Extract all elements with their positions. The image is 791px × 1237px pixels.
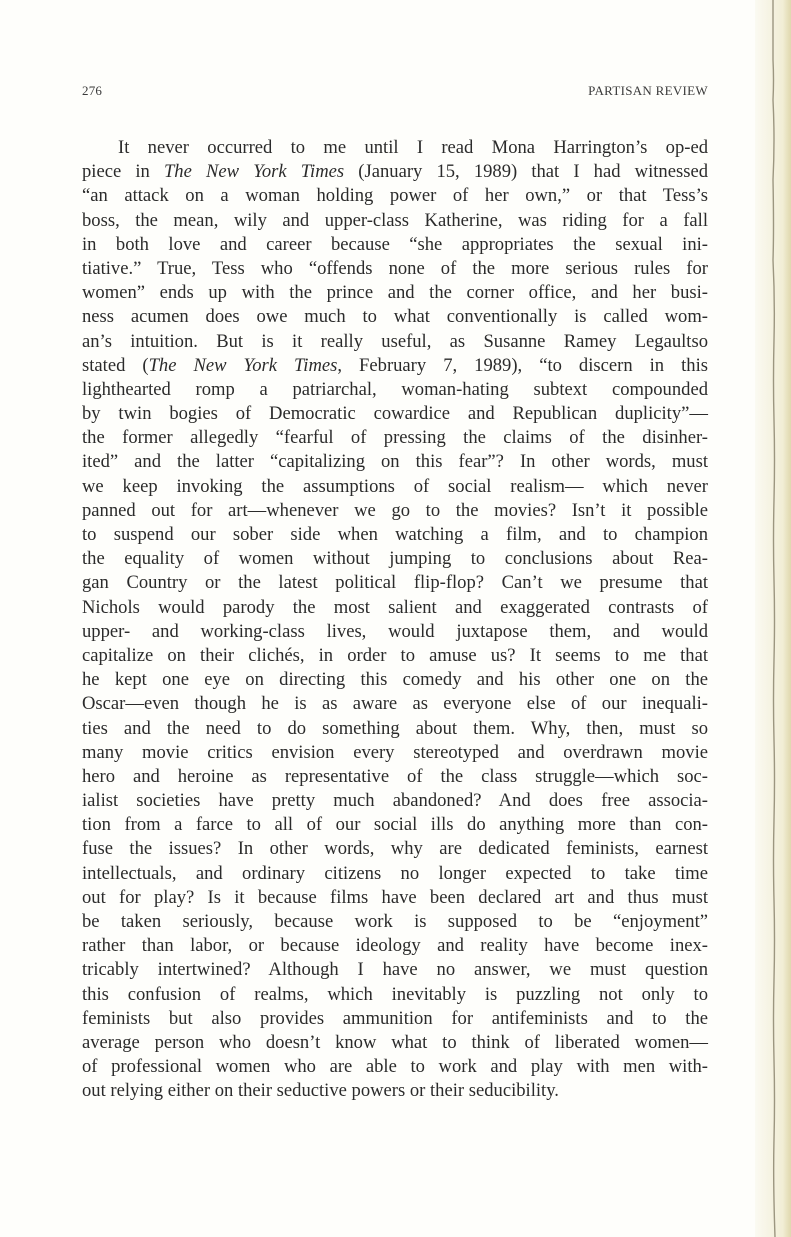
text-line: Nichols would parody the most salient and exaggerated contrasts of (82, 596, 708, 618)
edge-shade (783, 0, 791, 1237)
text-line: we keep invoking the assumptions of social realism— which never (82, 475, 708, 497)
page-number: 276 (82, 83, 103, 98)
journal-title: PARTISAN REVIEW (588, 83, 708, 98)
text-line: the former allegedly “fearful of pressing the claims of the disinher- (82, 427, 708, 449)
text-line: an’s intuition. But is it really useful, as Susanne Ramey Legaultso (82, 330, 708, 352)
text-line: be taken seriously, because work is supposed to be “enjoyment” (82, 911, 708, 932)
italic-title: The New York Times (148, 354, 338, 376)
text-line: boss, the mean, wily and upper-class Katherine, was riding for a fall (82, 209, 708, 231)
text-line: average person who doesn’t know what to think of liberated women— (82, 1031, 708, 1053)
text-line: out for play? Is it because films have been declared art and thus must (82, 886, 708, 908)
text-line: ness acumen does owe much to what conventionally is called wom- (82, 306, 708, 328)
text-line: out relying either on their seductive powers or their seducibility. (82, 1080, 559, 1102)
text-line: this confusion of realms, which inevitably is puzzling not only to (82, 983, 708, 1005)
text-line: by twin bogies of Democratic cowardice and Republican duplicity”— (82, 403, 708, 425)
text-line: tiative.” True, Tess who “offends none of the more serious rules for (82, 257, 708, 279)
text-line: ialist societies have pretty much abandoned? And does free associa- (82, 790, 708, 812)
running-head (82, 83, 708, 103)
text-line: the equality of women without jumping to conclusions about Rea- (82, 548, 708, 570)
text-line: to suspend our sober side when watching a film, and to champion (82, 524, 708, 545)
text-line: Oscar—even though he is as aware as everyone else of our inequali- (82, 693, 708, 715)
text-line: ties and the need to do something about them. Why, then, must so (82, 717, 708, 739)
text-line: tricably intertwined? Although I have no answer, we must question (82, 959, 708, 981)
binding-edge-line-svg (771, 0, 777, 1237)
page-edge (755, 0, 791, 1237)
text-line: stated (The New York Times, February 7, 1989), “to discern in this (82, 354, 708, 376)
text-line: many movie critics envision every stereotyped and overdrawn movie (82, 741, 708, 763)
text-line: capitalize on their clichés, in order to amuse us? It seems to me that (82, 644, 708, 666)
text-line: hero and heroine as representative of the class struggle—which soc- (82, 765, 708, 787)
text-line: in both love and career because “she appropriates the sexual ini- (82, 233, 708, 255)
text-line: of professional women who are able to work and play with men with- (82, 1056, 708, 1078)
text-line: women” ends up with the prince and the corner office, and her busi- (82, 282, 708, 304)
text-line: rather than labor, or because ideology and reality have become inex- (82, 935, 708, 957)
text-line: piece in The New York Times (January 15, 1989) that I had witnessed (82, 161, 709, 183)
binding-edge-line (771, 0, 774, 1237)
text-line: he kept one eye on directing this comedy and his other one on the (82, 669, 708, 691)
text-line: ited” and the latter “capitalizing on this fear”? In other words, must (82, 451, 708, 473)
text-line: intellectuals, and ordinary citizens no longer expected to take time (82, 862, 708, 884)
body-paragraph (82, 136, 708, 1104)
text-line: upper- and working-class lives, would juxtapose them, and would (82, 620, 708, 642)
text-line: lighthearted romp a patriarchal, woman-hating subtext compounded (82, 378, 708, 400)
text-line: panned out for art—whenever we go to the movies? Isn’t it possible (82, 499, 708, 521)
italic-title: The New York Times (163, 161, 345, 183)
text-line: It never occurred to me until I read Mona Harrington’s op-ed (118, 137, 708, 158)
text-line: tion from a farce to all of our social ills do anything more than con- (82, 814, 708, 836)
text-line: gan Country or the latest political flip-flop? Can’t we presume that (82, 572, 708, 594)
text-line: fuse the issues? In other words, why are dedicated feminists, earnest (82, 838, 708, 860)
text-line: feminists but also provides ammunition for antifeminists and to the (82, 1007, 708, 1029)
text-line: “an attack on a woman holding power of her own,” or that Tess’s (82, 185, 708, 207)
